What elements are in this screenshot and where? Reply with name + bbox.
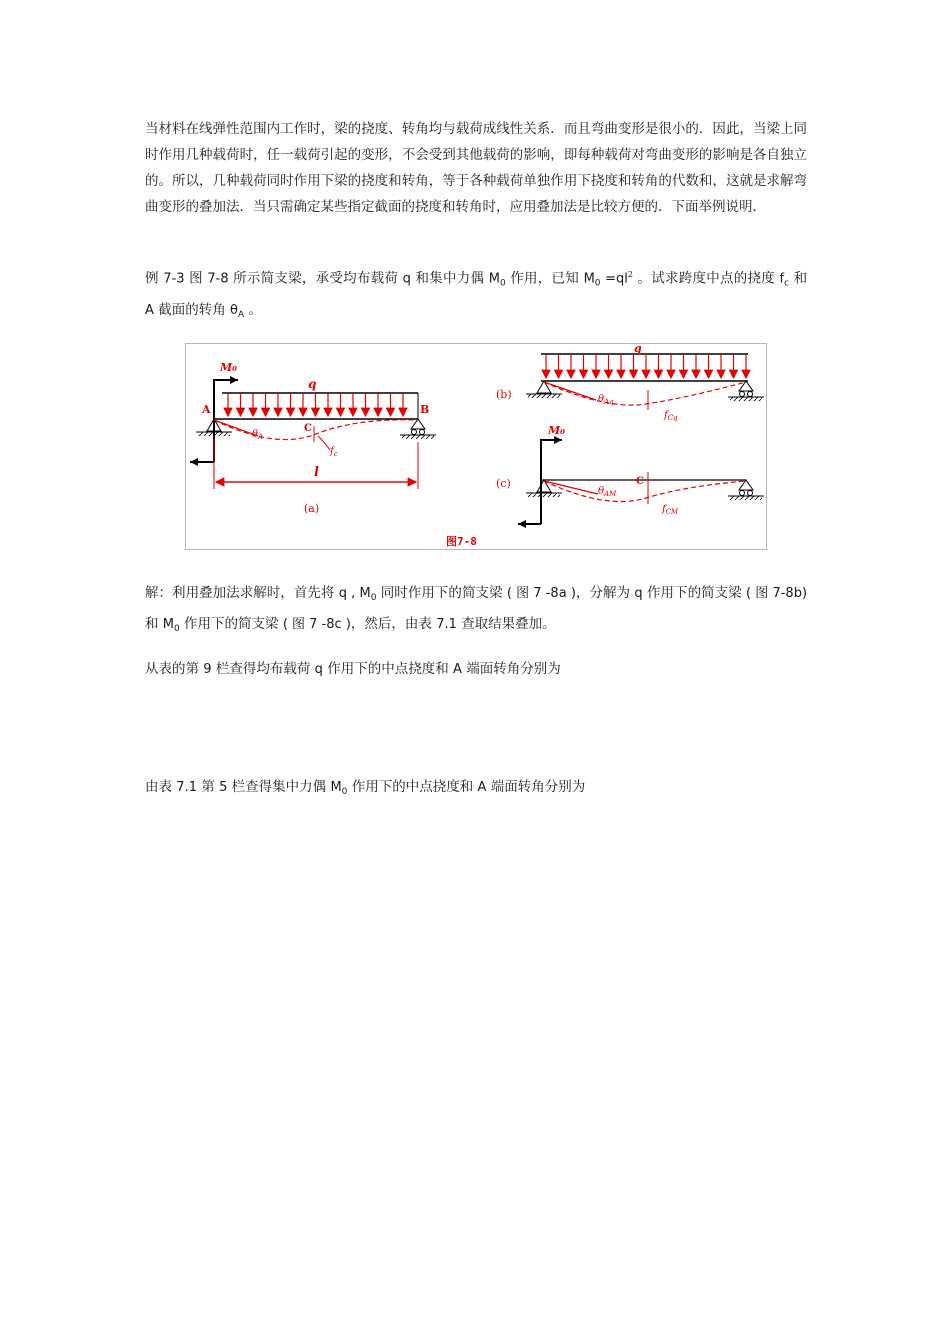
label-a: (a) — [304, 502, 320, 515]
solution-paragraph: 解：利用叠加法求解时，首先将 q , $M_0$ 同时作用下的简支梁 ( 图 7 -8a )，分解为 q 作用下的简支梁 ( 图 7-8b) 和 $M_0$ 作用下的简支梁 ( 图 7 -8c )，然后，由表 7.1 查取结果叠加。 — [145, 585, 808, 634]
subfigure-c — [496, 424, 764, 528]
label-c: (c) — [496, 477, 511, 490]
intro-paragraph: 当材料在线弹性范围内工作时，梁的挠度、转角均与载荷成线性关系．而且弯曲变形是很小的．因此，当梁上同时作用几种载荷时，任一载荷引起的变形，不会受到其他载荷的影响，即每种载荷对弯曲变形的影响是各自独立的。所以，几种载荷同时作用下梁的挠度和转角，等于各种载荷单独作用下挠度和转角的代数和，这就是求解弯曲变形的叠加法．当只需确定某些指定截面的挠度和转角时，应用叠加法是比较方便的．下面举例说明． — [145, 121, 807, 215]
label-l: l — [314, 465, 319, 480]
label-C-c: C — [636, 476, 644, 487]
label-f-cq: $f_{Cq}$ — [664, 410, 678, 422]
label-q-b: q — [634, 344, 642, 355]
label-fc: $f_c$ — [330, 446, 338, 458]
label-theta-am: $\theta_{AM}$ — [598, 486, 617, 498]
label-b: (b) — [496, 388, 512, 401]
label-M0-a: M₀ — [220, 361, 237, 374]
label-B: B — [420, 403, 430, 416]
table9-line: 从表的第 9 栏查得均布载荷 q 作用下的中点挠度和 A 端面转角分别为 — [145, 661, 561, 677]
beam-figure-7-8 — [185, 343, 767, 550]
label-thetaA: $\theta_A$ — [252, 429, 264, 441]
subfigure-a — [190, 361, 436, 515]
label-M0-c: M₀ — [548, 424, 565, 437]
subfigure-b — [496, 344, 764, 422]
table5-line: 由表 7.1 第 5 栏查得集中力偶 $M_0$ 作用下的中点挠度和 A 端面转角分别为 — [145, 779, 586, 797]
example-paragraph: 例 7-3 图 7-8 所示简支梁，承受均布载荷 q 和集中力偶 $M_0$ 作用，已知 $M_0 =ql^2$ 。试求跨度中点的挠度 $f_c$ 和 A 截面的转角 $\theta_A$ 。 — [145, 270, 808, 320]
label-A: A — [202, 403, 211, 416]
figure-caption: 图7-8 — [446, 535, 477, 548]
label-f-cm: $f_{CM}$ — [662, 504, 679, 516]
label-theta-aq: $\theta_{Aq}$ — [598, 394, 614, 406]
label-q-a: q — [308, 377, 317, 391]
label-C-a: C — [304, 423, 312, 434]
